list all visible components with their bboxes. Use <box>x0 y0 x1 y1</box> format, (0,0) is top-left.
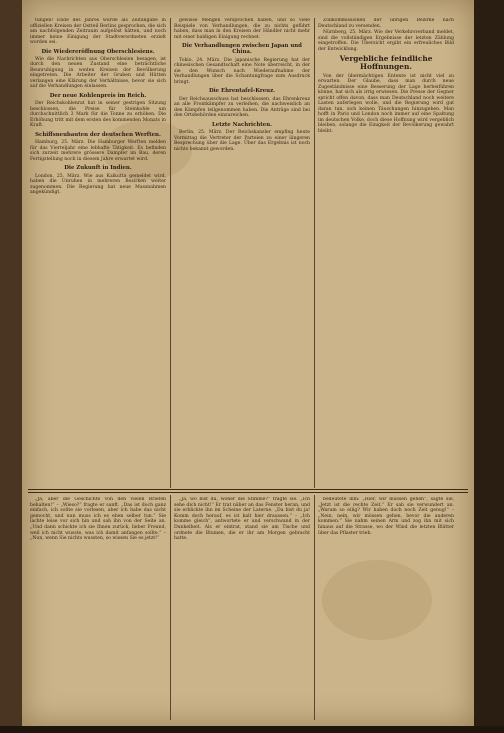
newspaper-page <box>22 0 474 726</box>
article-column-2 <box>174 18 310 486</box>
paragraph: Wie die Nachrichten aus Oberschlesien besagen, ist durch den neuen Zustand eine beträchtliche Beunruhigung in weiten Kreisen der Bevölkerung eingetreten. Die Arbeiter der Gruben und Hütten verlangen eine Klärung der Verhältnisse, bevor sie sich auf die Verhandlungen einlassen. <box>30 56 166 90</box>
article-heading: Die Zukunft in Indien. <box>64 165 132 172</box>
main-headline: Vergebliche feindliche Hoffnungen. <box>339 54 433 72</box>
paragraph: gewisse Mengen versprochen haben, und so viele Beispiele von Verhandlungen, die zu nichts geführt haben, dass man in den Kreisen der Händler nicht mehr mit einer baldigen Einigung rechnet. <box>174 18 310 40</box>
feuilleton-column-2 <box>174 497 310 719</box>
paragraph: „Ja, wo bist du, woher die Stimme?“ fragte sie. „Ich sehe dich nicht!“ Er trat näher an das Fenster heran, und sie erblickte ihn im Scheine der Laterne. „Da bist du ja! Komm doch herauf, es ist kalt hier draussen.“ – „Ich komme gleich“, antwortete er und verschwand in der Dunkelheit. Als er eintrat, stand sie am Tische und ordnete die Blumen, die er ihr am Morgen gebracht hatte. <box>174 497 310 542</box>
paragraph: London, 25. März. Wie aus Kalkutta gemeldet wird, haben die Unruhen in mehreren Bezirken weiter zugenommen. Die Regierung hat neue Massnahmen angekündigt. <box>30 173 166 196</box>
feuilleton-divider <box>28 489 468 490</box>
article-column-3 <box>318 18 454 486</box>
column-divider <box>314 495 315 720</box>
paragraph: tungen! Ende des Jahres wurde als Zeitangabe in offiziellen Kreisen der Ostteil Berlins gesprochen, die sich am nachfolgenden Zeitraum aufgelöst hätten, und noch immer keine Einigung der Stadtverordneten erzielt worden sei. <box>30 18 166 45</box>
paragraph: Berlin, 25. März. Der Reichskanzler empfing heute Vormittag die Vertreter der Parteien zu einer längeren Besprechung über die Lage. Über das Ergebnis ist noch nichts bekannt geworden. <box>174 130 310 152</box>
column-divider <box>314 18 315 488</box>
article-column-1 <box>30 18 166 486</box>
paragraph: Der Reichsausschuss hat beschlossen, das Ehrenkreuz an alle Frontkämpfer zu verleihen, die nachweislich an den Kämpfen teilgenommen haben. Die Anträge sind bei den Ortsbehörden einzureichen. <box>174 96 310 119</box>
feuilleton-column-3 <box>318 497 454 719</box>
scan-bottom-edge <box>0 726 504 733</box>
column-divider <box>170 18 171 488</box>
paragraph: bedeutete ihm: „Hier, wir müssen gehen“, sagte sie, „Jetzt ist die rechte Zeit.“ Er sah sie verwundert an. „Warum so eilig? Wir haben doch noch Zeit genug!“ – „Nein, nein, wir müssen gehen, bevor die anderen kommen.“ Sie nahm seinen Arm und zog ihn mit sich hinaus auf die Strasse, wo der Wind die letzten Blätter über das Pflaster trieb. <box>318 497 454 536</box>
column-divider <box>170 495 171 720</box>
paragraph: „Ja, aber die Geschichte von den vielen Briefen behalten!“ – „Wieso?“ fragte er sanft. „Das ist doch ganz einfach, ich sollte sie vorlesen, aber ich habe das nicht gemocht, und nun muss ich es eben selber tun.“ Sie lachte leise vor sich hin und sah ihn von der Seite an. „Und dann schickte ich sie Ihnen zurück, lieber Freund, weil ich nicht wusste, was ich damit anfangen sollte.“ – „Nun, wenn Sie nichts wussten, so wissen Sie es jetzt!“ <box>30 497 166 542</box>
paragraph: Der Reichskohlenrat hat in seiner gestrigen Sitzung beschlossen, die Preise für Steinkohle um durchschnittlich 3 Mark für die Tonne zu erhöhen. Die Erhöhung tritt mit dem ersten des kommenden Monats in Kraft. <box>30 101 166 129</box>
article-heading: Die Ehrentafel-Kreuz. <box>208 88 276 95</box>
article-heading: Schiffsneubauten der deutschen Werften. <box>35 131 161 138</box>
article-heading: Die Verhandlungen zwischen Japan und China. <box>182 43 302 56</box>
paragraph: Tokio, 24. März. Die japanische Regierung hat der chinesischen Gesandtschaft eine Note überreicht, in der sie den Wunsch nach Wiederaufnahme der Verhandlungen über die Schantungfrage zum Ausdruck bringt. <box>174 57 310 85</box>
paragraph: Von der übermächtigen Entente ist nicht viel zu erwarten. Der Glaube, dass man durch neue Zugeständnisse eine Besserung der Lage herbeiführen könne, hat sich als irrig erwiesen. Die Presse der Gegner spricht offen davon, dass man Deutschland noch weitere Lasten auferlegen wolle, und die Regierung wird gut daran tun, sich keinen Täuschungen hinzugeben. Man hofft in Paris und London noch immer auf eine Spaltung im deutschen Volke, doch diese Hoffnung wird vergeblich bleiben, solange die Einigkeit der Bevölkerung gewahrt bleibt. <box>318 73 454 134</box>
scan-left-edge <box>0 0 22 733</box>
feuilleton-divider <box>28 492 468 493</box>
paragraph: Nürnberg, 25. März. Wie der Verkehrsverband meldet, sind die vollständigen Ergebnisse der letzten Zählung eingetroffen. Die Übersicht ergibt ein erfreuliches Bild der Entwicklung. <box>318 30 454 52</box>
feuilleton-column-1 <box>30 497 166 719</box>
paragraph: Hamburg, 25. März. Die Hamburger Werften melden für das Vierteljahr eine lebhafte Tätigkeit. Es befinden sich zurzeit mehrere grössere Dampfer im Bau, deren Fertigstellung noch in diesem Jahre erwartet wird. <box>30 140 166 162</box>
paragraph: Zollkommissionen der übrigen Bezirke nach Deutschland zu versenden. <box>318 18 454 29</box>
article-heading: Letzte Nachrichten. <box>212 121 272 128</box>
scan-right-edge <box>474 0 504 733</box>
article-heading: Der neue Kohlenpreis im Reich. <box>49 92 147 99</box>
article-heading: Die Wiedereröffnung Oberschlesiens. <box>41 48 155 55</box>
